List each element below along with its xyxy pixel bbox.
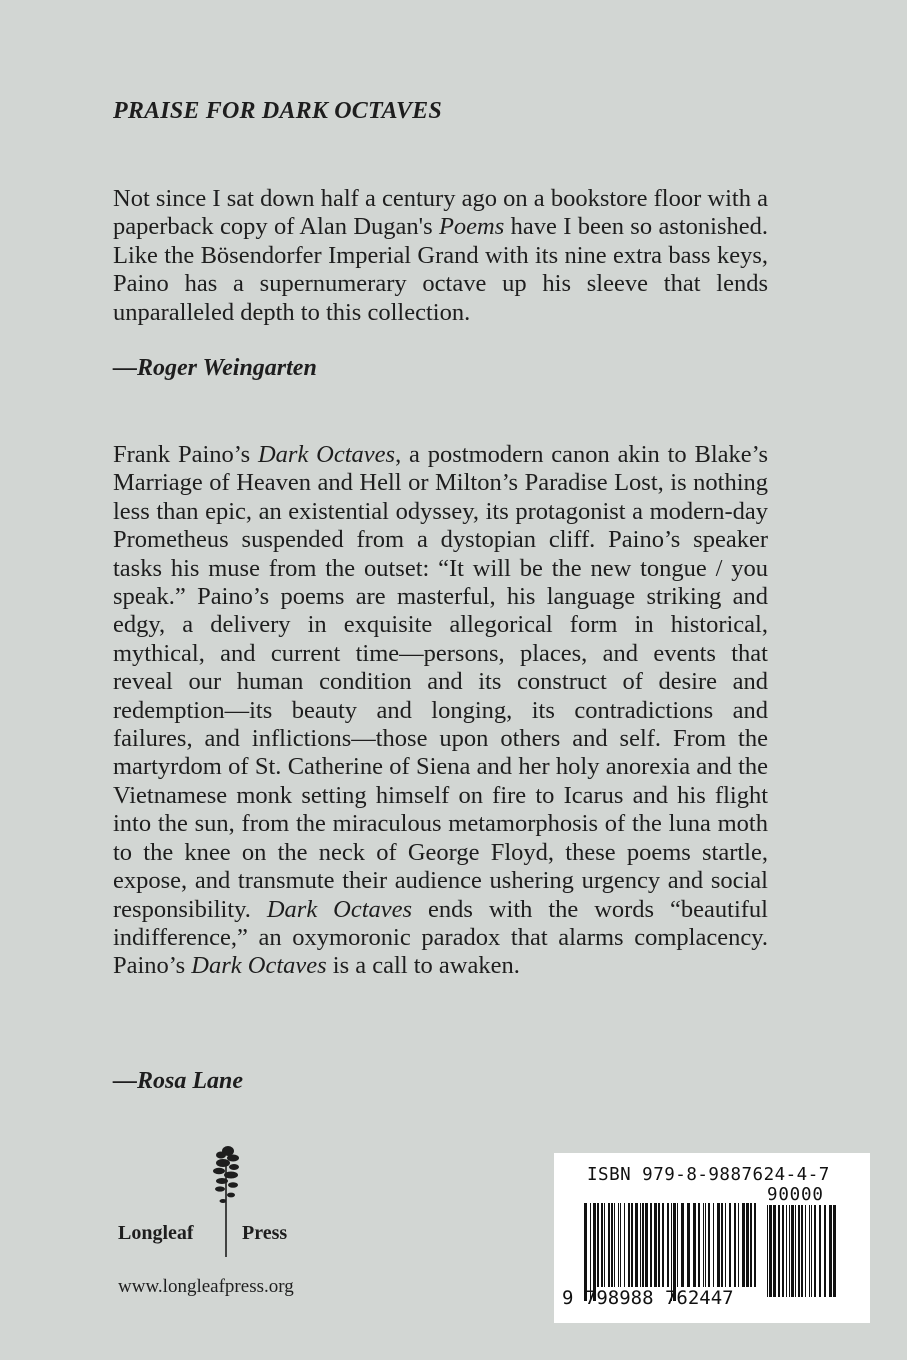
barcode-bar <box>769 1205 772 1297</box>
barcode-bar <box>667 1203 669 1287</box>
barcode-bar <box>650 1203 652 1287</box>
quote-text: Frank Paino’s <box>113 441 258 468</box>
barcode-bar <box>654 1203 657 1287</box>
barcode-bar <box>819 1205 821 1297</box>
quote-text: ends with the words “beautiful indifference,” an oxymoronic paradox that alarms complacency. Paino’s <box>113 895 768 980</box>
barcode-bar <box>635 1203 638 1287</box>
price-code: 90000 <box>767 1185 824 1205</box>
barcode-bar <box>703 1203 704 1287</box>
barcode-bar <box>624 1203 625 1287</box>
praise-heading: PRAISE FOR DARK OCTAVES <box>113 98 442 124</box>
attribution-lane: —Rosa Lane <box>113 1068 244 1094</box>
quote-title-italic: Poems <box>438 213 505 241</box>
barcode-bar <box>789 1205 790 1297</box>
barcode-bar <box>708 1203 710 1287</box>
barcode-bar <box>814 1205 816 1297</box>
barcode-bar <box>618 1203 619 1287</box>
publisher-website: www.longleafpress.org <box>118 1276 294 1297</box>
barcode-bar <box>698 1203 700 1287</box>
isbn-label: ISBN 979-8-9887624-4-7 <box>587 1165 830 1185</box>
quote-title-italic: Dark Octaves <box>257 441 396 468</box>
barcode-bar <box>791 1205 794 1297</box>
barcode-digits: 9 798988 762447 <box>562 1287 734 1309</box>
barcode-bar <box>773 1205 776 1297</box>
barcode-bar <box>705 1203 706 1287</box>
barcode-bar <box>662 1203 664 1287</box>
barcode-bar <box>721 1203 723 1287</box>
barcode-bar <box>687 1203 690 1287</box>
quote-text: Not since I sat down half a century ago on a bookstore floor with a paperback copy of Alan Dugan's <box>113 185 768 241</box>
barcode-supplement-bars <box>765 1205 839 1297</box>
quote-text: , a postmodern canon akin to Blake’s Marriage of Heaven and Hell or Milton’s Paradise Lost, is nothing less than epic, an existential odyssey, its protagonist a modern-day Prometheus suspended from a dystopian cliff. Paino’s speaker tasks his muse from the outset: “It will be the new tongue / you speak.” Paino’s poems are masterful, his language striking and edgy, a delivery in exquisite allegorical form in historical, mythical, and current time—persons, places, and events that reveal our human condition and its construct of desire and redemption—its beauty and longing, its contradictions and failures, and inflictions—those upon others and self. From the martyrdom of St. Catherine of Siena and her holy anorexia and the Vietnamese monk setting himself on fire to Icarus and his flight into the sun, from the miraculous metamorphosis of the luna moth to the knee on the neck of George Floyd, these poems startle, expose, and transmute their audience ushering urgency and social responsibility. <box>113 441 769 923</box>
barcode-bar <box>601 1203 603 1287</box>
barcode-bar <box>640 1203 641 1287</box>
barcode-bar <box>611 1203 613 1287</box>
barcode-bar <box>742 1203 745 1287</box>
barcode-bar <box>677 1203 678 1287</box>
publisher-name-left: Longleaf <box>118 1222 194 1244</box>
barcode-bar <box>767 1205 768 1297</box>
quote-title-italic: Dark Octaves <box>266 895 413 923</box>
barcode-bar <box>628 1203 630 1287</box>
barcode-bar <box>734 1203 736 1287</box>
barcode-bar <box>729 1203 731 1287</box>
publisher-name-right: Press <box>242 1222 288 1244</box>
barcode-bar <box>750 1203 752 1287</box>
barcode-bar <box>833 1205 836 1297</box>
publisher-logo <box>118 1145 318 1260</box>
barcode-bar <box>693 1203 696 1287</box>
barcode-bar <box>805 1205 806 1297</box>
barcode-bar <box>829 1205 832 1297</box>
quote-text: is a call to awaken. <box>326 952 520 980</box>
barcode-bar <box>725 1203 726 1287</box>
barcode-bar <box>608 1203 610 1287</box>
barcode-bar <box>795 1205 796 1297</box>
barcode-bar <box>811 1205 812 1297</box>
barcode-bar <box>738 1203 739 1287</box>
barcode-bar <box>824 1205 826 1297</box>
barcode-bar <box>754 1203 756 1287</box>
barcode-bar <box>597 1203 599 1287</box>
barcode-bar <box>798 1205 800 1297</box>
barcode-bar <box>604 1203 605 1287</box>
barcode-bar <box>801 1205 803 1297</box>
praise-quote-weingarten <box>113 185 768 327</box>
quote-title-italic: Dark Octaves <box>191 952 327 980</box>
barcode-bar <box>631 1203 633 1287</box>
attribution-weingarten: —Roger Weingarten <box>113 355 317 381</box>
barcode-bar <box>620 1203 621 1287</box>
barcode-bar <box>614 1203 615 1287</box>
barcode-bar <box>782 1205 784 1297</box>
barcode-bar <box>746 1203 749 1287</box>
barcode-bar <box>658 1203 660 1287</box>
barcode-bar <box>778 1205 780 1297</box>
barcode-bar <box>713 1203 714 1287</box>
isbn-barcode <box>554 1153 870 1323</box>
pine-tree-icon <box>206 1145 246 1257</box>
barcode-bar <box>645 1203 648 1287</box>
quote-text: have I been so astonished. Like the Bösendorfer Imperial Grand with its nine extra bass keys, Paino has a supernumerary octave up his sleeve that lends unparalleled depth to this collection. <box>113 213 768 326</box>
barcode-bar <box>786 1205 787 1297</box>
barcode-bar <box>642 1203 644 1287</box>
barcode-bar <box>681 1203 684 1287</box>
praise-quote-lane <box>113 441 768 981</box>
barcode-bar <box>717 1203 720 1287</box>
barcode-bar <box>809 1205 810 1297</box>
